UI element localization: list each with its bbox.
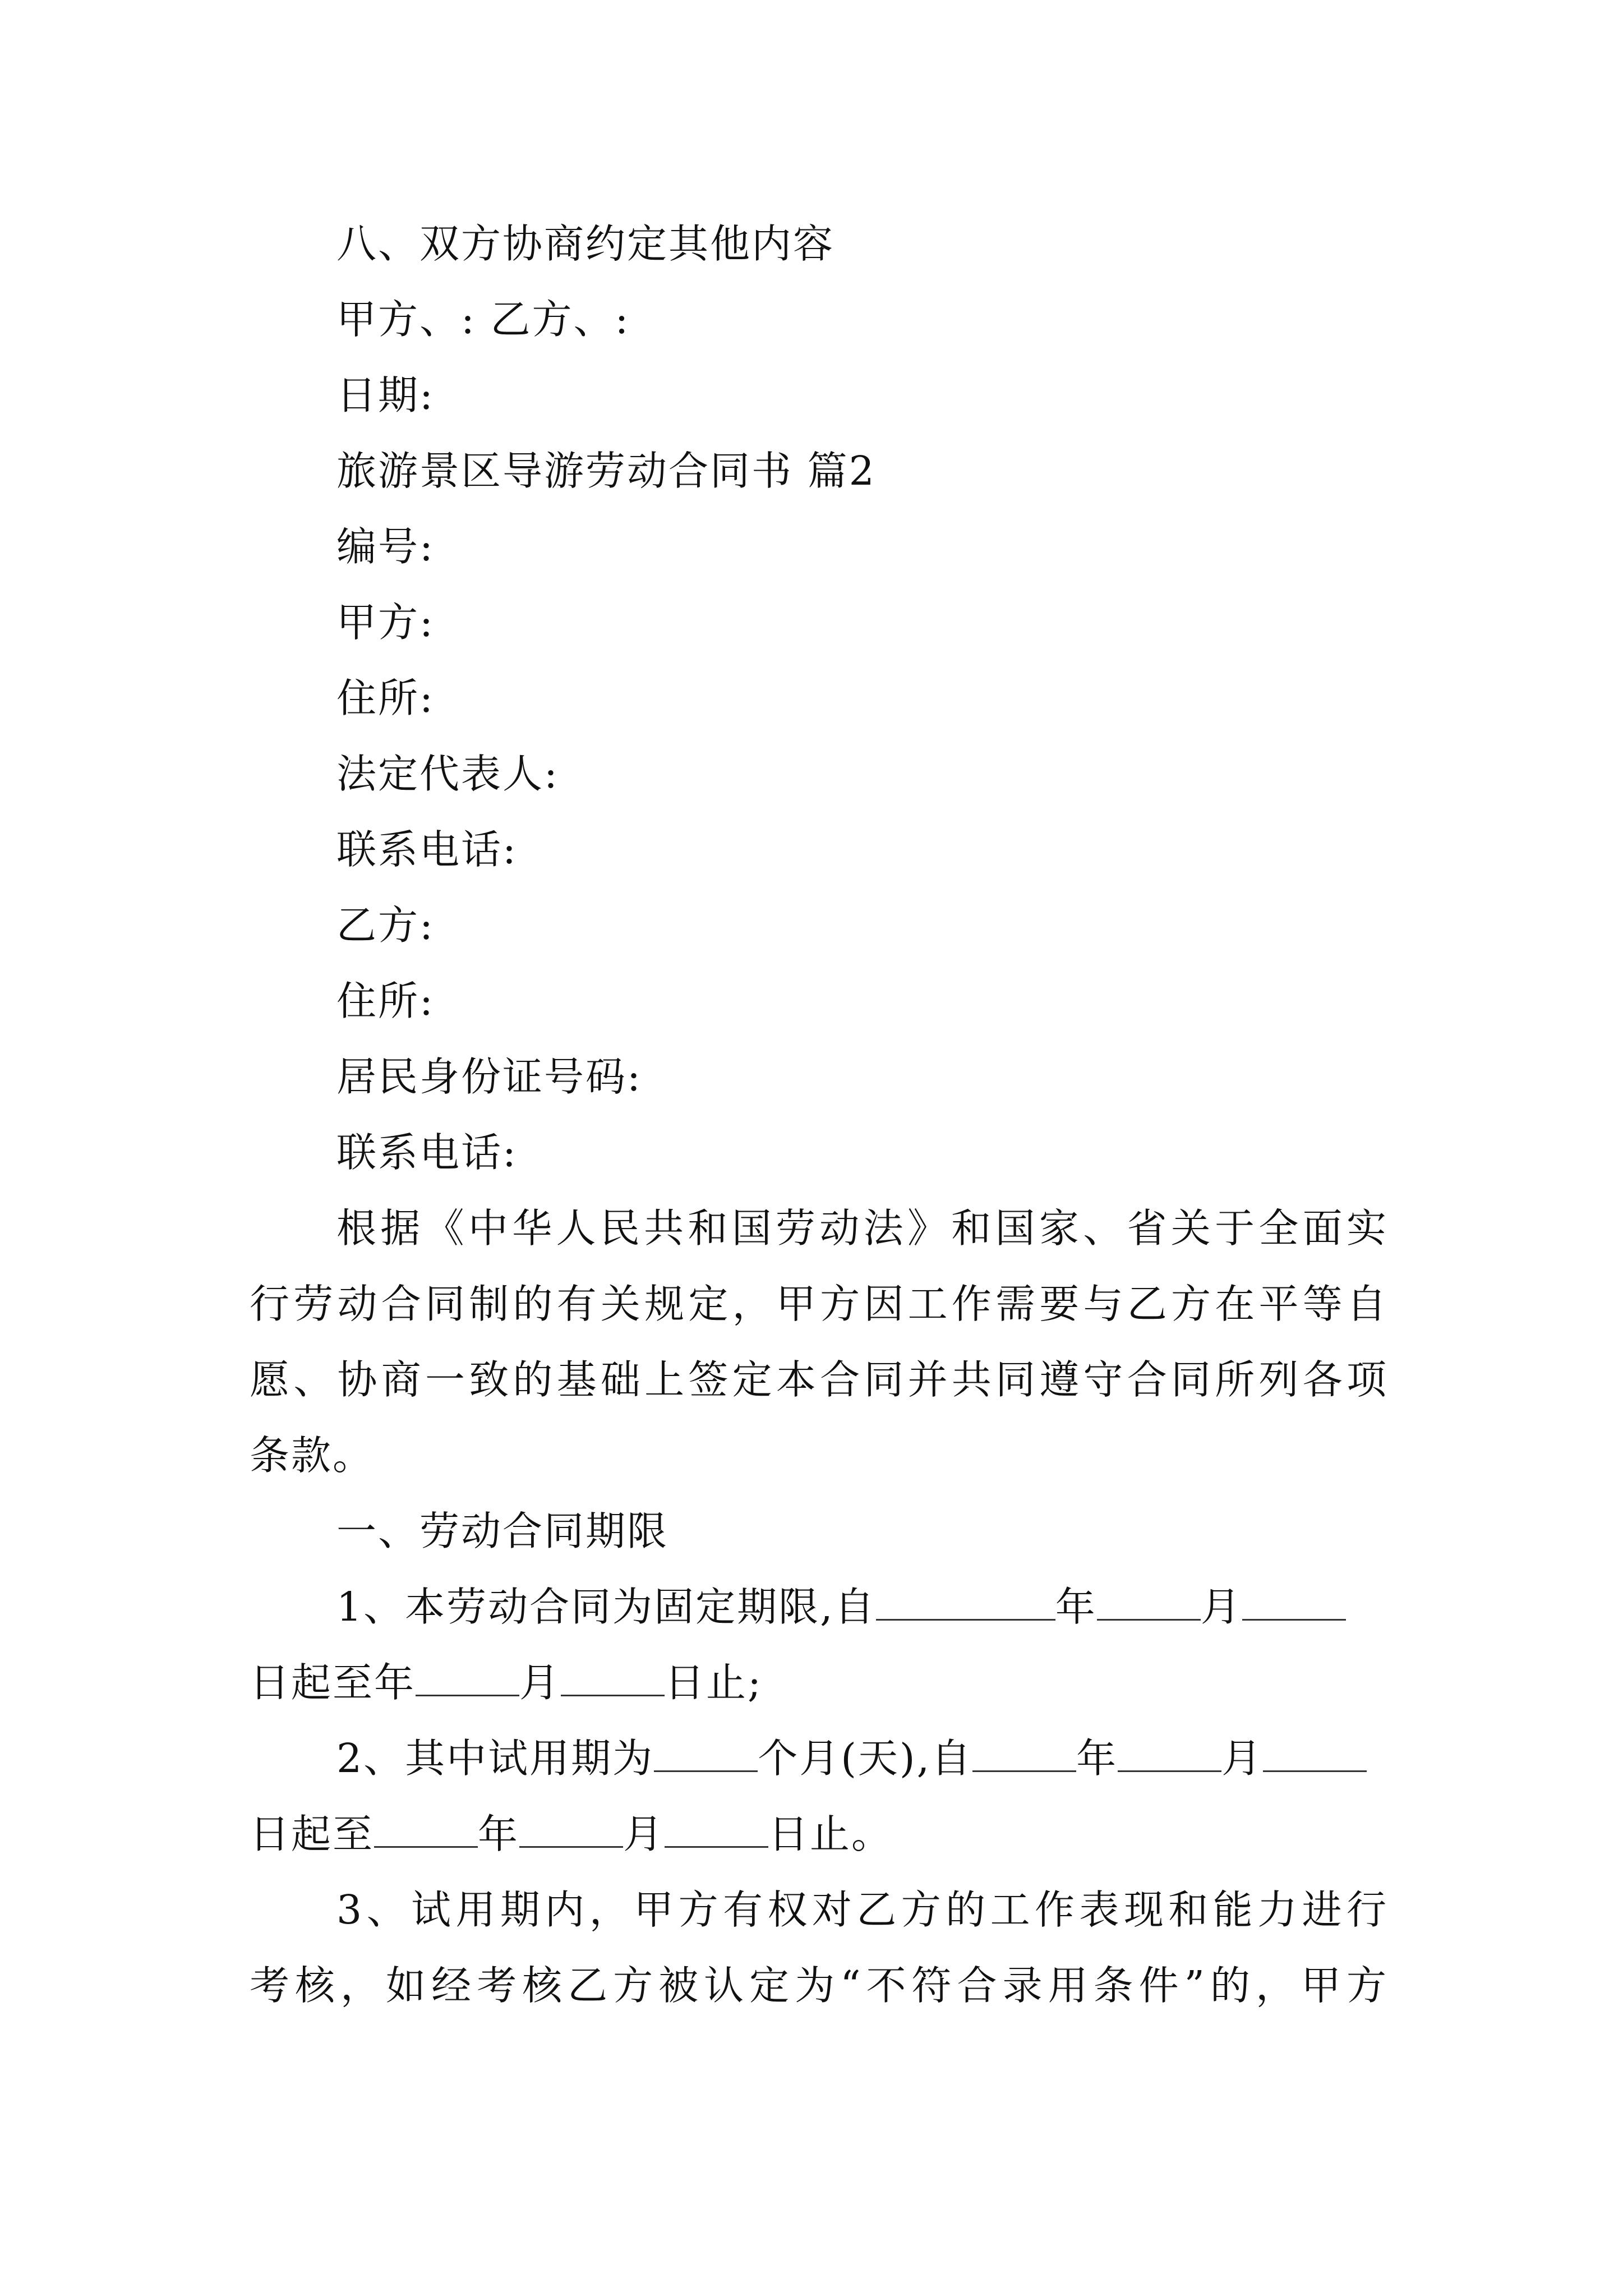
probation-year-label: 年 — [1076, 1735, 1118, 1782]
party-b-field: 乙方: — [336, 902, 435, 949]
probation-month-label: 月 — [1221, 1735, 1264, 1782]
party-b-address-field: 住所: — [336, 978, 435, 1024]
clause-3-line-2: 考核，如经考核乙方被认定为“不符合录用条件”的，甲方 — [250, 1962, 1388, 2009]
legal-representative-field: 法定代表人: — [336, 751, 559, 797]
contract-title: 旅游景区导游劳动合同书 篇2 — [336, 448, 876, 494]
blank-probation-month — [1118, 1736, 1221, 1772]
clause-2-prefix: 2、其中试用期为 — [336, 1735, 654, 1782]
blank-probation-end-day — [665, 1811, 768, 1848]
party-a-address-field: 住所: — [336, 675, 435, 721]
blank-probation-year — [972, 1736, 1076, 1772]
blank-end-year — [416, 1660, 519, 1696]
clause-1-prefix: 1、本劳动合同为固定期限,自 — [336, 1584, 876, 1630]
party-a-field: 甲方: — [336, 599, 435, 646]
year-label: 年 — [1055, 1584, 1097, 1630]
probation-end-day-label: 日止。 — [768, 1811, 893, 1857]
blank-month — [1097, 1584, 1201, 1621]
blank-year — [876, 1584, 1055, 1621]
blank-probation-day — [1263, 1736, 1367, 1772]
blank-probation-end-month — [519, 1811, 623, 1848]
clause-1-line-1 — [336, 1579, 1346, 1635]
probation-end-month-label: 月 — [623, 1811, 665, 1857]
blank-end-month — [561, 1660, 665, 1696]
section-eight-heading: 八、双方协商约定其他内容 — [336, 220, 835, 267]
preamble-line: 条款。 — [250, 1432, 375, 1479]
id-number-field: 居民身份证号码: — [336, 1053, 642, 1100]
blank-probation-end-year — [374, 1811, 478, 1848]
clause-2-line-2 — [250, 1806, 893, 1862]
clause-2-line2-start: 日起至 — [250, 1811, 375, 1857]
date-line: 日期: — [336, 372, 435, 418]
probation-unit-label: 个月(天),自 — [758, 1735, 973, 1782]
blank-day — [1242, 1584, 1346, 1621]
party-b-phone-field: 联系电话: — [336, 1129, 518, 1176]
preamble-line: 根据《中华人民共和国劳动法》和国家、省关于全面实 — [336, 1205, 1388, 1251]
clause-2-line-1 — [336, 1731, 1367, 1787]
end-month-label: 月 — [519, 1659, 561, 1706]
clause-1-line2-start: 日起至年 — [250, 1659, 416, 1706]
preamble-line: 愿、协商一致的基础上签定本合同并共同遵守合同所列各项 — [250, 1356, 1388, 1403]
contract-number-field: 编号: — [336, 523, 435, 570]
clause-1-line-2 — [250, 1655, 763, 1711]
month-label: 月 — [1200, 1584, 1242, 1630]
blank-probation-length — [654, 1736, 758, 1772]
party-a-phone-field: 联系电话: — [336, 826, 518, 873]
preamble-line: 行劳动合同制的有关规定，甲方因工作需要与乙方在平等自 — [250, 1281, 1388, 1327]
clause-3-line-1: 3、试用期内，甲方有权对乙方的工作表现和能力进行 — [336, 1887, 1388, 1933]
parties-signature-line: 甲方、: 乙方、: — [336, 296, 630, 343]
end-day-label: 日止; — [665, 1659, 763, 1706]
probation-end-year-label: 年 — [478, 1811, 520, 1857]
section-one-heading: 一、劳动合同期限 — [336, 1508, 669, 1554]
